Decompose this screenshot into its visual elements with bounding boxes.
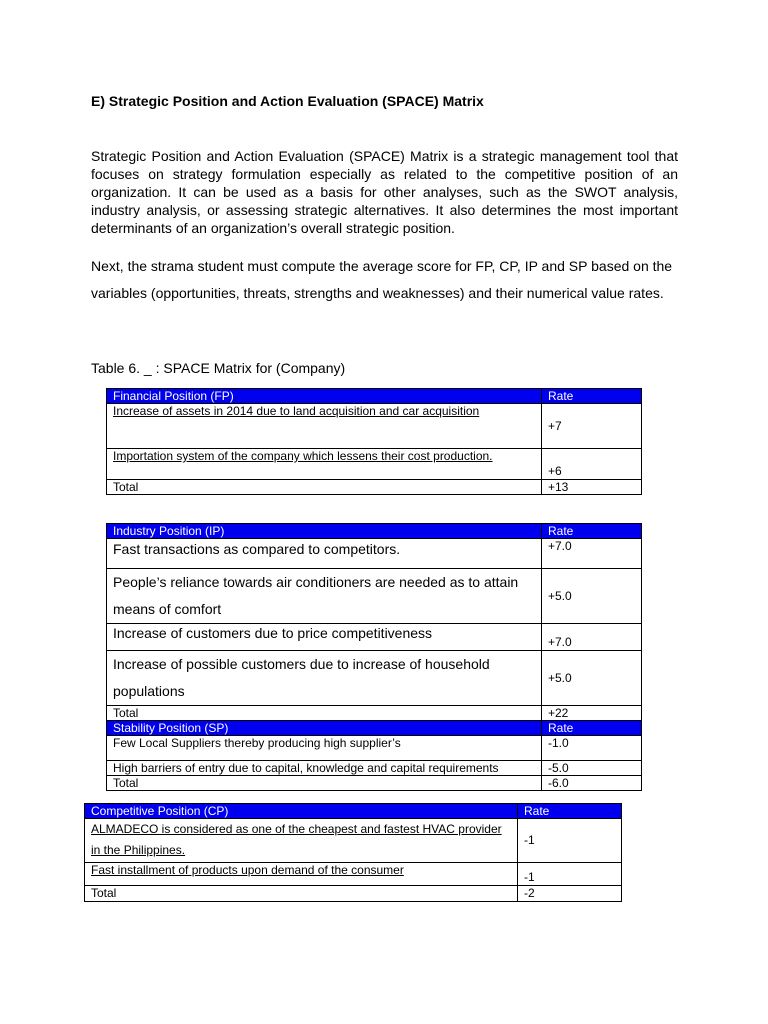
- table-row: [107, 761, 642, 776]
- table-caption: Table 6. _ : SPACE Matrix for (Company): [91, 360, 346, 376]
- ip-row-rate: +5.0: [542, 569, 642, 624]
- fp-header-row: [107, 389, 642, 404]
- sp-row-rate: -5.0: [542, 761, 642, 776]
- ip-row-rate: +7.0: [542, 539, 642, 569]
- sp-header: Stability Position (SP): [107, 721, 542, 736]
- ip-sp-table: [106, 523, 642, 791]
- cp-table: [84, 803, 622, 902]
- table-row: [107, 569, 642, 624]
- cp-rate-header: Rate: [518, 804, 622, 819]
- cp-total-value: -2: [518, 886, 622, 902]
- cp-row-text: Fast installment of products upon demand of the consumer: [85, 863, 518, 886]
- fp-total-row: [107, 480, 642, 495]
- sp-row-text: Few Local Suppliers thereby producing high supplier’s: [107, 736, 542, 761]
- ip-total-label: Total: [107, 706, 542, 721]
- sp-row-rate: -1.0: [542, 736, 642, 761]
- cp-header-row: [85, 804, 622, 819]
- sp-total-value: -6.0: [542, 776, 642, 791]
- fp-row-text: Importation system of the company which lessens their cost production.: [107, 449, 542, 480]
- instruction-paragraph: Next, the strama student must compute the average score for FP, CP, IP and SP based on the variables (opportunities, threats, strengths and weaknesses) and their numerical value rates.: [91, 258, 673, 301]
- ip-row-text: Fast transactions as compared to competitors.: [107, 539, 542, 569]
- table-row: [107, 651, 642, 706]
- ip-rate-header: Rate: [542, 524, 642, 539]
- cp-row-text: ALMADECO is considered as one of the cheapest and fastest HVAC provider in the Philippines.: [85, 819, 518, 863]
- fp-row-rate: +6: [542, 449, 642, 480]
- sp-total-row: [107, 776, 642, 791]
- cp-row-rate: -1: [518, 863, 622, 886]
- cp-row-rate: -1: [518, 819, 622, 863]
- table-row: [107, 539, 642, 569]
- sp-row-text: High barriers of entry due to capital, knowledge and capital requirements: [107, 761, 542, 776]
- table-row: [85, 863, 622, 886]
- ip-row-rate: +7.0: [542, 624, 642, 651]
- fp-table: [106, 388, 642, 495]
- cp-total-label: Total: [85, 886, 518, 902]
- ip-row-text: People’s reliance towards air conditioners are needed as to attain means of comfort: [107, 569, 542, 624]
- sp-total-label: Total: [107, 776, 542, 791]
- table-row: [107, 404, 642, 449]
- ip-row-text: Increase of possible customers due to increase of household populations: [107, 651, 542, 706]
- ip-row-text: Increase of customers due to price competitiveness: [107, 624, 542, 651]
- intro-paragraph: Strategic Position and Action Evaluation (SPACE) Matrix is a strategic management tool that focuses on strategy formulation especially as related to the competitive position of an organization. It can be used as a basis for other analyses, such as the SWOT analysis, industry analysis, or assessing strategic alternatives. It also determines the most important determinants of an organization’s overall strategic position.: [91, 148, 678, 236]
- fp-row-rate: +7: [542, 404, 642, 449]
- fp-total-value: +13: [542, 480, 642, 495]
- fp-row-text: Increase of assets in 2014 due to land acquisition and car acquisition: [107, 404, 542, 449]
- ip-total-value: +22: [542, 706, 642, 721]
- sp-rate-header: Rate: [542, 721, 642, 736]
- table-row: [107, 624, 642, 651]
- cp-header: Competitive Position (CP): [85, 804, 518, 819]
- fp-total-label: Total: [107, 480, 542, 495]
- ip-header: Industry Position (IP): [107, 524, 542, 539]
- table-row: [107, 736, 642, 761]
- fp-header: Financial Position (FP): [107, 389, 542, 404]
- table-row: [85, 819, 622, 863]
- ip-row-rate: +5.0: [542, 651, 642, 706]
- ip-total-row: [107, 706, 642, 721]
- fp-rate-header: Rate: [542, 389, 642, 404]
- table-row: [107, 449, 642, 480]
- cp-total-row: [85, 886, 622, 902]
- ip-header-row: [107, 524, 642, 539]
- sp-header-row: [107, 721, 642, 736]
- section-heading: E) Strategic Position and Action Evaluation (SPACE) Matrix: [91, 93, 484, 109]
